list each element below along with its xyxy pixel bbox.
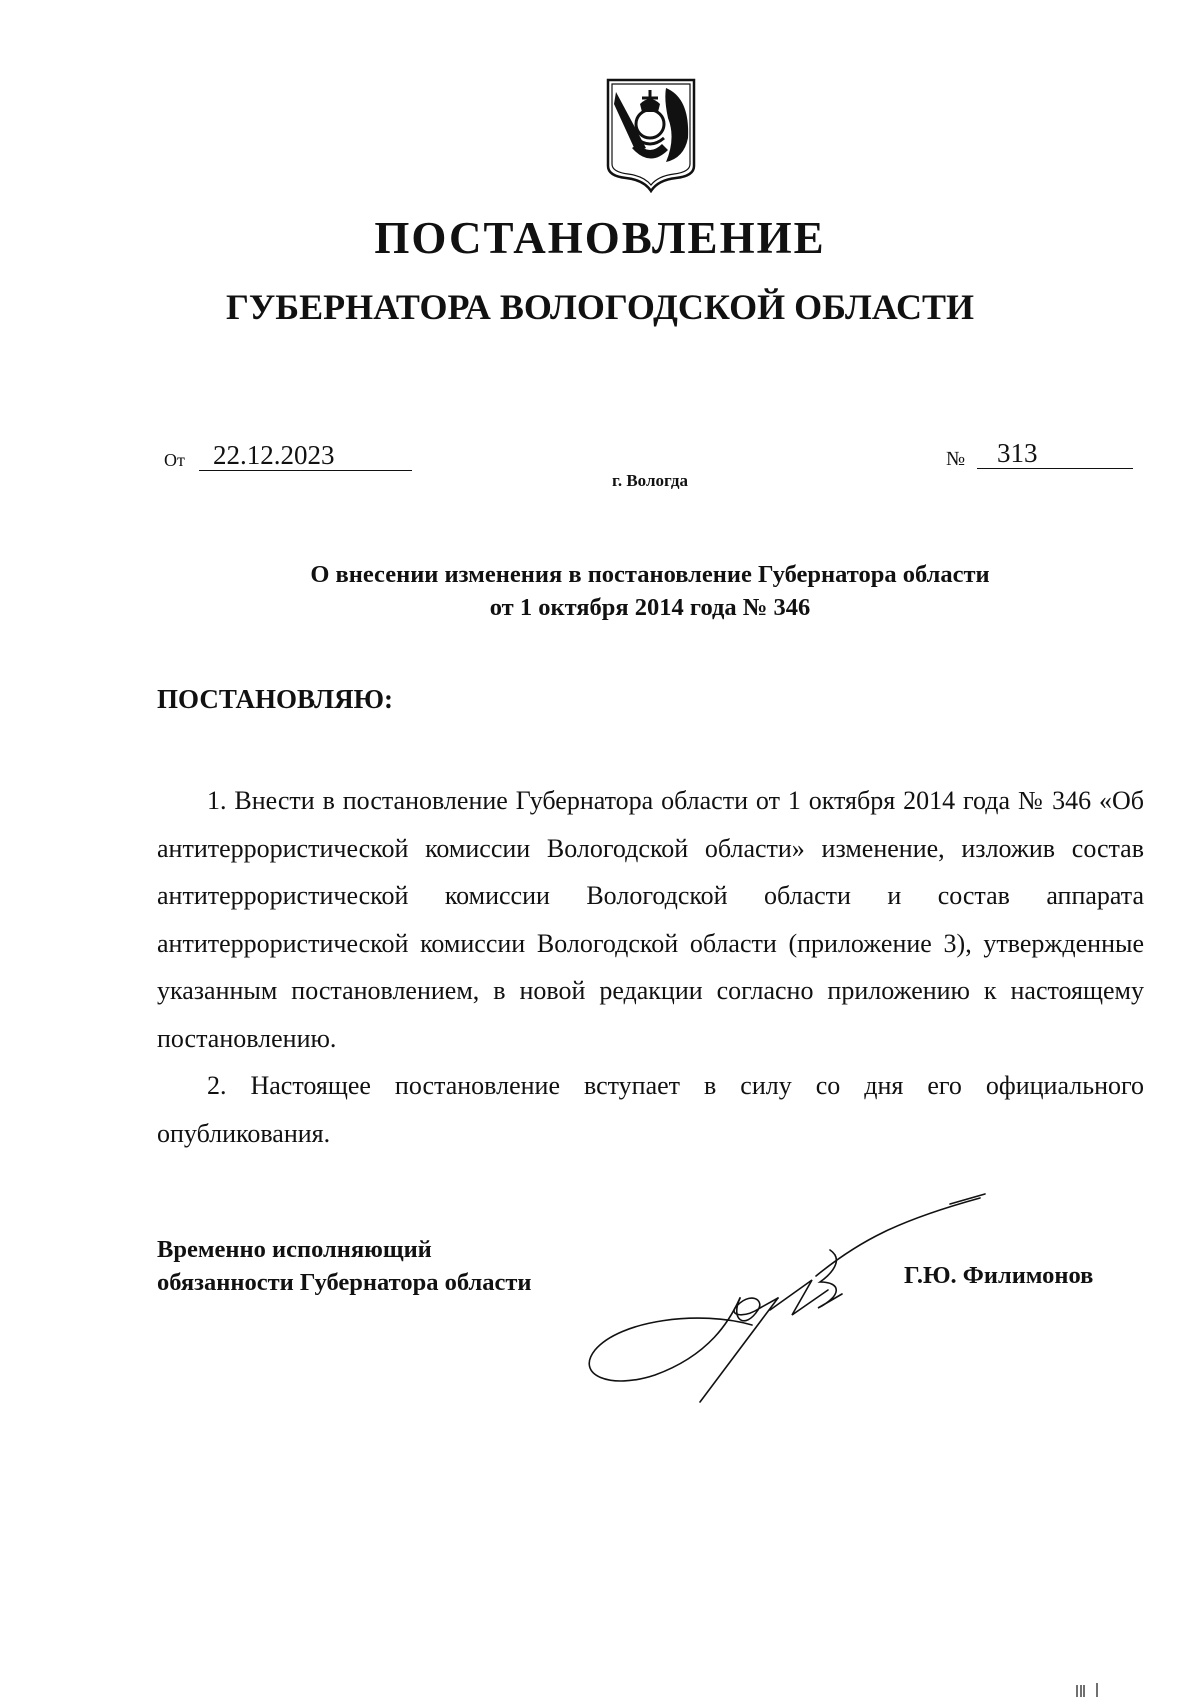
signatory-role-line-1: Временно исполняющий xyxy=(157,1236,432,1263)
body-paragraph-2: 2. Настоящее постановление вступает в силу со дня его официального опубликования. xyxy=(157,1071,1144,1148)
document-subject xyxy=(200,558,1100,624)
date-prefix: От xyxy=(164,450,185,470)
signatory-role-line-2: обязанности Губернатора области xyxy=(157,1269,532,1296)
scan-mark-icon xyxy=(1073,1683,1103,1697)
decree-word: ПОСТАНОВЛЯЮ: xyxy=(157,684,393,714)
document-date: 22.12.2023 xyxy=(199,440,412,471)
number-prefix: № xyxy=(946,448,966,470)
document-subtitle: ГУБЕРНАТОРА ВОЛОГОДСКОЙ ОБЛАСТИ xyxy=(225,287,975,327)
signatory-name: Г.Ю. Филимонов xyxy=(904,1262,1094,1289)
document-number: 313 xyxy=(977,438,1133,469)
coat-of-arms-icon xyxy=(606,78,696,193)
body-paragraph-1: 1. Внести в постановление Губернатора области от 1 октября 2014 года № 346 «Об антитеррористической комиссии Вологодской области» изменение, изложив состав антитеррористической комиссии Вологодской области и состав аппарата антитеррористической комиссии Вологодской области (приложение 3), утвержденные указанным постановлением, в новой редакции согласно приложению к настоящему постановлению. xyxy=(157,786,1144,1053)
signatory-role xyxy=(157,1233,532,1299)
subject-line-1: О внесении изменения в постановление Губернатора области xyxy=(310,561,990,588)
subject-line-2: от 1 октября 2014 года № 346 xyxy=(489,594,811,621)
city-line: г. Вологда xyxy=(612,471,688,490)
document-body xyxy=(157,777,1144,1157)
document-title: ПОСТАНОВЛЕНИЕ xyxy=(374,213,826,263)
handwritten-signature xyxy=(580,1190,1000,1405)
